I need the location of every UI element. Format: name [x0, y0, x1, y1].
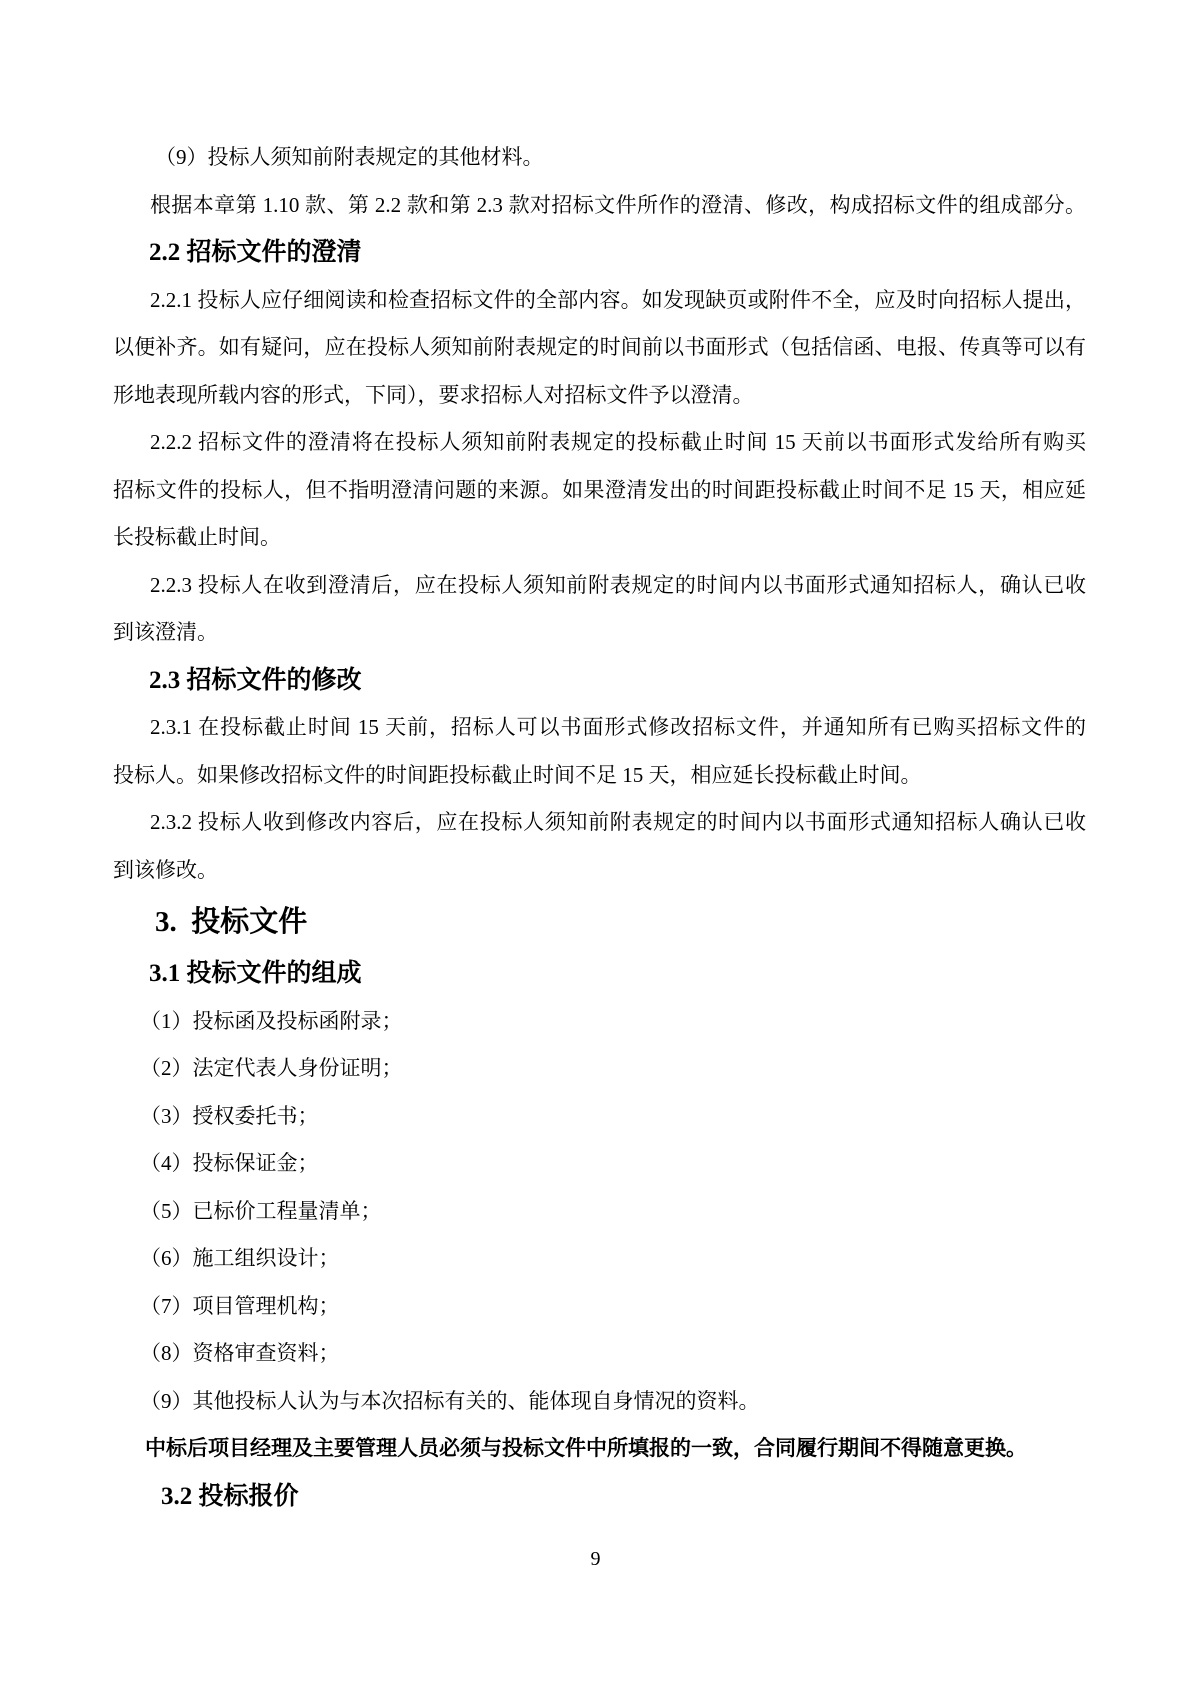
list-item: （6）施工组织设计； — [140, 1246, 340, 1270]
list-item: （9）其他投标人认为与本次招标有关的、能体现自身情况的资料。 — [140, 1388, 760, 1413]
list-item: （3）授权委托书； — [140, 1103, 319, 1128]
paragraph-intro-item9 — [113, 134, 1086, 182]
heading-3-2: 3.2 投标报价 — [161, 1482, 299, 1510]
text-line: 2.3.1 在投标截止时间 15 天前，招标人可以书面形式修改招标文件，并通知所有已购买招标文件的 — [150, 715, 1086, 739]
paragraph-2-2-1 — [113, 277, 1086, 420]
list-item: （1）投标函及投标函附录； — [140, 1008, 403, 1033]
text-line: 2.3.2 投标人收到修改内容后，应在投标人须知前附表规定的时间内以书面形式通知招标人确认已收 — [150, 810, 1086, 834]
text-line: 形地表现所载内容的形式，下同），要求招标人对招标文件予以澄清。 — [113, 382, 754, 407]
bold-note-project-manager: 中标后项目经理及主要管理人员必须与投标文件中所填报的一致，合同履行期间不得随意更换。 — [145, 1436, 1027, 1460]
paragraph-2-2-2 — [113, 419, 1086, 562]
text-line: 长投标截止时间。 — [113, 525, 281, 549]
list-item: （8）资格审查资料； — [140, 1341, 340, 1365]
heading-2-3: 2.3 招标文件的修改 — [149, 666, 362, 694]
text-line: 2.2.2 招标文件的澄清将在投标人须知前附表规定的投标截止时间 15 天前以书面形式发给所有购买 — [150, 430, 1086, 454]
page-content — [113, 134, 1086, 1520]
paragraph-2-3-1 — [113, 704, 1086, 799]
list-item: （7）项目管理机构； — [140, 1293, 340, 1318]
paragraph-2-3-2 — [113, 799, 1086, 894]
text-line: 2.2.3 投标人在收到澄清后，应在投标人须知前附表规定的时间内以书面形式通知招标人，确认已收 — [150, 572, 1086, 597]
list-bid-document-components — [113, 998, 1086, 1426]
text-line: 2.2.1 投标人应仔细阅读和检查招标文件的全部内容。如发现缺页或附件不全，应及时向招标人提出， — [150, 287, 1086, 312]
heading-3: 3. 投标文件 — [155, 906, 308, 938]
text-line: 到该修改。 — [113, 857, 218, 882]
list-item: （2）法定代表人身份证明； — [140, 1056, 403, 1080]
text-line: 到该澄清。 — [113, 620, 218, 644]
text-line: 投标人。如果修改招标文件的时间距投标截止时间不足 15 天，相应延长投标截止时间。 — [113, 762, 922, 787]
list-item: （4）投标保证金； — [140, 1151, 319, 1175]
heading-3-1: 3.1 投标文件的组成 — [149, 960, 362, 987]
paragraph-2-2-3 — [113, 562, 1086, 657]
heading-2-2: 2.2 招标文件的澄清 — [149, 239, 362, 266]
text-line: （9）投标人须知前附表规定的其他材料。 — [155, 145, 544, 169]
text-line: 根据本章第 1.10 款、第 2.2 款和第 2.3 款对招标文件所作的澄清、修改，构成招标文件的组成部分。 — [150, 192, 1086, 217]
page-number: 9 — [590, 1548, 601, 1570]
list-item: （5）已标价工程量清单； — [140, 1198, 382, 1223]
text-line: 招标文件的投标人，但不指明澄清问题的来源。如果澄清发出的时间距投标截止时间不足 15 天，相应延 — [113, 477, 1086, 502]
text-line: 以便补齐。如有疑问，应在投标人须知前附表规定的时间前以书面形式（包括信函、电报、传真等可以有 — [113, 335, 1086, 359]
paragraph-intro-basis — [113, 182, 1086, 230]
